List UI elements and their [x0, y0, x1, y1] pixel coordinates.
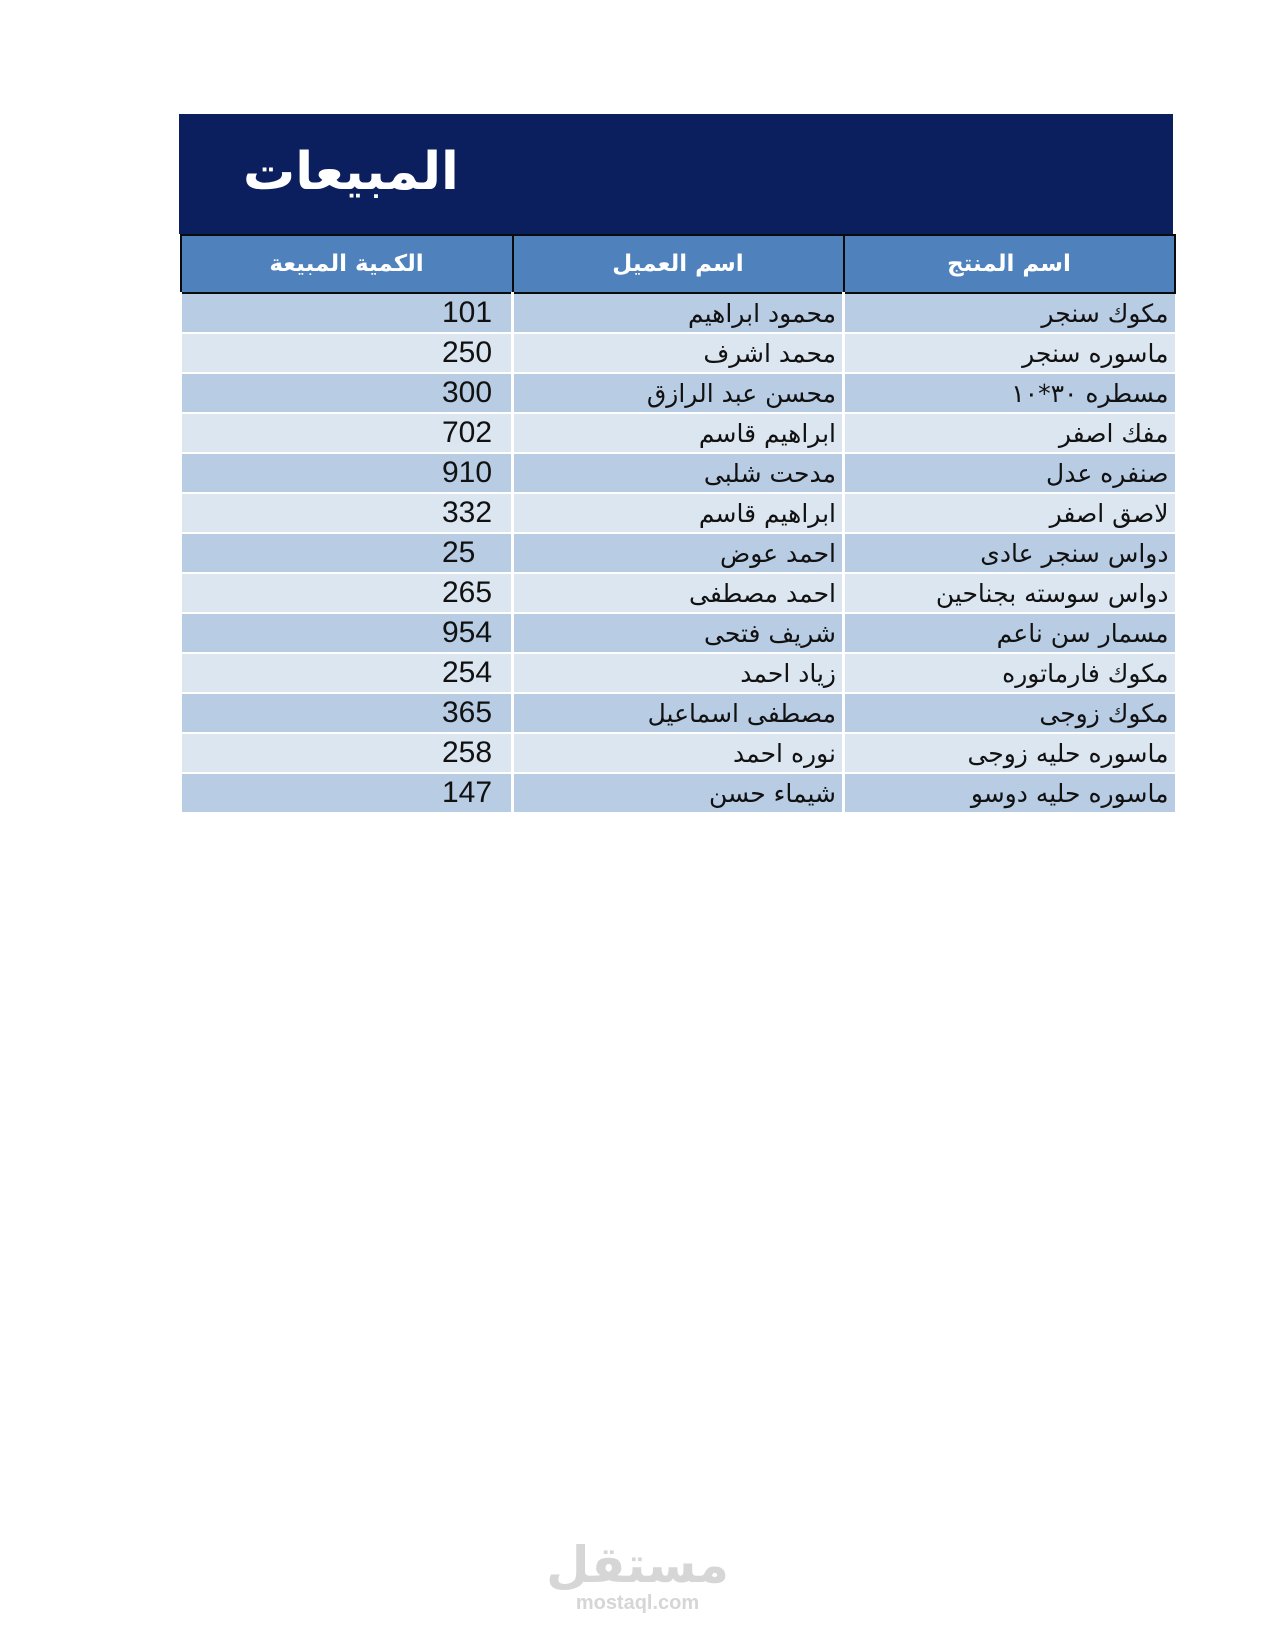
cell-quantity: 254 [181, 653, 513, 693]
cell-product: مكوك زوجى [844, 693, 1175, 733]
table-row [181, 653, 1175, 693]
table-row [181, 453, 1175, 493]
cell-quantity: 702 [181, 413, 513, 453]
sheet-title: المبيعات [243, 142, 459, 202]
cell-product: مفك اصفر [844, 413, 1175, 453]
cell-product: مكوك فارماتوره [844, 653, 1175, 693]
cell-product: مكوك سنجر [844, 293, 1175, 333]
cell-customer: محمود ابراهيم [513, 293, 844, 333]
cell-product: ماسوره سنجر [844, 333, 1175, 373]
table-row [181, 613, 1175, 653]
mostaql-watermark [0, 1538, 1275, 1614]
cell-customer: محمد اشرف [513, 333, 844, 373]
cell-customer: محسن عبد الرازق [513, 373, 844, 413]
column-header-customer: اسم العميل [513, 235, 844, 293]
table-row [181, 333, 1175, 373]
cell-customer: زياد احمد [513, 653, 844, 693]
table-row [181, 533, 1175, 573]
cell-quantity: 250 [181, 333, 513, 373]
column-header-product: اسم المنتج [844, 235, 1175, 293]
column-header-quantity: الكمية المبيعة [181, 235, 513, 293]
cell-customer: نوره احمد [513, 733, 844, 773]
cell-quantity: 147 [181, 773, 513, 813]
table-row [181, 573, 1175, 613]
table-body [181, 293, 1175, 813]
cell-quantity: 332 [181, 493, 513, 533]
cell-quantity: 954 [181, 613, 513, 653]
cell-quantity: 258 [181, 733, 513, 773]
cell-quantity: 25 [181, 533, 513, 573]
cell-customer: احمد عوض [513, 533, 844, 573]
table-row [181, 413, 1175, 453]
cell-customer: مدحت شلبى [513, 453, 844, 493]
cell-product: دواس سنجر عادى [844, 533, 1175, 573]
table-row [181, 773, 1175, 813]
cell-customer: احمد مصطفى [513, 573, 844, 613]
cell-product: ماسوره حليه دوسو [844, 773, 1175, 813]
cell-product: ماسوره حليه زوجى [844, 733, 1175, 773]
cell-customer: ابراهيم قاسم [513, 413, 844, 453]
watermark-arabic: مستقل [546, 1536, 729, 1594]
header-row [181, 235, 1175, 293]
cell-quantity: 265 [181, 573, 513, 613]
table-row [181, 373, 1175, 413]
sales-sheet [179, 114, 1173, 814]
cell-product: صنفره عدل [844, 453, 1175, 493]
table-row [181, 493, 1175, 533]
cell-customer: شيماء حسن [513, 773, 844, 813]
watermark-latin: mostaql.com [575, 1592, 700, 1614]
cell-product: دواس سوسته بجناحين [844, 573, 1175, 613]
cell-quantity: 101 [181, 293, 513, 333]
table-header [181, 235, 1175, 293]
table-row [181, 293, 1175, 333]
cell-quantity: 365 [181, 693, 513, 733]
table-row [181, 693, 1175, 733]
sales-table [179, 234, 1176, 814]
cell-product: مسمار سن ناعم [844, 613, 1175, 653]
cell-customer: مصطفى اسماعيل [513, 693, 844, 733]
cell-customer: شريف فتحى [513, 613, 844, 653]
cell-product: لاصق اصفر [844, 493, 1175, 533]
cell-product: مسطره ٣٠*١٠ [844, 373, 1175, 413]
table-row [181, 733, 1175, 773]
cell-quantity: 300 [181, 373, 513, 413]
cell-quantity: 910 [181, 453, 513, 493]
title-band [179, 114, 1173, 234]
cell-customer: ابراهيم قاسم [513, 493, 844, 533]
